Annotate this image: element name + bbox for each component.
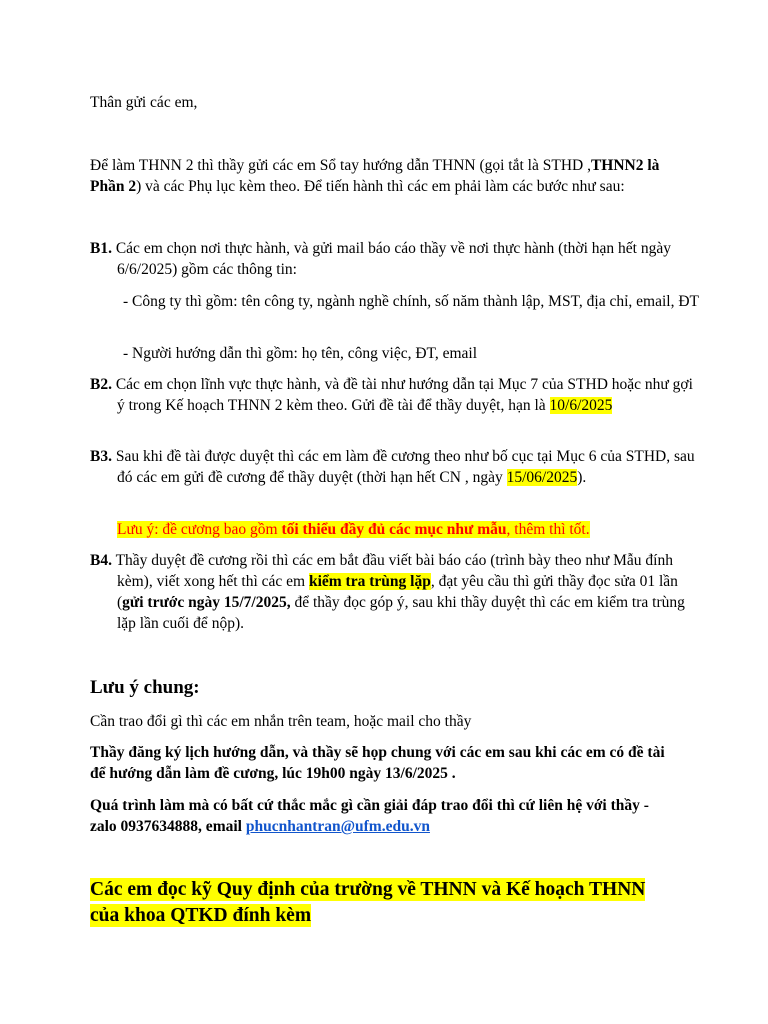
step-b1-company-info: - Công ty thì gồm: tên công ty, ngành nghề chính, số năm thành lập, MST, địa chỉ, email, ĐT bbox=[123, 293, 699, 310]
step-b1: B1. Các em chọn nơi thực hành, và gửi mail báo cáo thầy về nơi thực hành (thời hạn hết ngày 6/6/2025) gồm các thông tin: bbox=[90, 240, 671, 278]
step-b2: B2. Các em chọn lĩnh vực thực hành, và đề tài như hướng dẫn tại Mục 7 của STHD hoặc như gợi ý trong Kế hoạch THNN 2 kèm theo. Gửi đề tài để thầy duyệt, hạn là 10/6/2025 bbox=[90, 376, 693, 414]
closing-reminder: Các em đọc kỹ Quy định của trường về THNN và Kế hoạch THNN của khoa QTKD đính kèm bbox=[90, 879, 646, 926]
email-link[interactable]: phucnhantran@ufm.edu.vn bbox=[245, 818, 430, 835]
general-notes-heading: Lưu ý chung: bbox=[90, 677, 200, 698]
general-note-questions: Quá trình làm mà có bất cứ thắc mắc gì cần giải đáp trao đổi thì cứ liên hệ với thầy - zalo 0937634888, email phucnhantran@ufm.edu.vn bbox=[90, 797, 649, 835]
b2-deadline: 10/6/2025 bbox=[549, 397, 613, 414]
step-b3: B3. Sau khi đề tài được duyệt thì các em làm đề cương theo như bố cục tại Mục 6 của STHD, sau đó các em gửi đề cương để thầy duyệt (thời hạn hết CN , ngày 15/06/2025). bbox=[90, 448, 695, 486]
general-note-meeting: Thầy đăng ký lịch hướng dẫn, và thầy sẽ họp chung với các em sau khi các em có đề tài để hướng dẫn làm đề cương, lúc 19h00 ngày 13/6/2025 . bbox=[90, 744, 665, 782]
general-note-contact: Cần trao đổi gì thì các em nhắn trên team, hoặc mail cho thầy bbox=[90, 713, 472, 730]
intro-paragraph: Để làm THNN 2 thì thầy gửi các em Sổ tay hướng dẫn THNN (gọi tắt là STHD ,THNN2 là Phần 2) và các Phụ lục kèm theo. Để tiến hành thì các em phải làm các bước như sau: bbox=[90, 157, 660, 195]
outline-note: Lưu ý: đề cương bao gồm tối thiểu đầy đủ các mục như mẫu, thêm thì tốt. bbox=[117, 521, 590, 538]
b3-deadline: 15/06/2025 bbox=[506, 469, 578, 486]
step-b1-mentor-info: - Người hướng dẫn thì gồm: họ tên, công việc, ĐT, email bbox=[123, 345, 478, 362]
plagiarism-check: kiểm tra trùng lặp bbox=[308, 573, 431, 590]
step-b4: B4. Thầy duyệt đề cương rồi thì các em bắt đầu viết bài báo cáo (trình bày theo như Mẫu đính kèm), viết xong hết thì các em kiểm tra trùng lặp, đạt yêu cầu thì gửi thầy đọc sửa 01 lần (gửi trước ngày 15/7/2025, để thầy đọc góp ý, sau khi thầy duyệt thì các em kiểm tra trùng lặp lần cuối để nộp). bbox=[90, 552, 685, 632]
greeting: Thân gửi các em, bbox=[90, 94, 198, 111]
